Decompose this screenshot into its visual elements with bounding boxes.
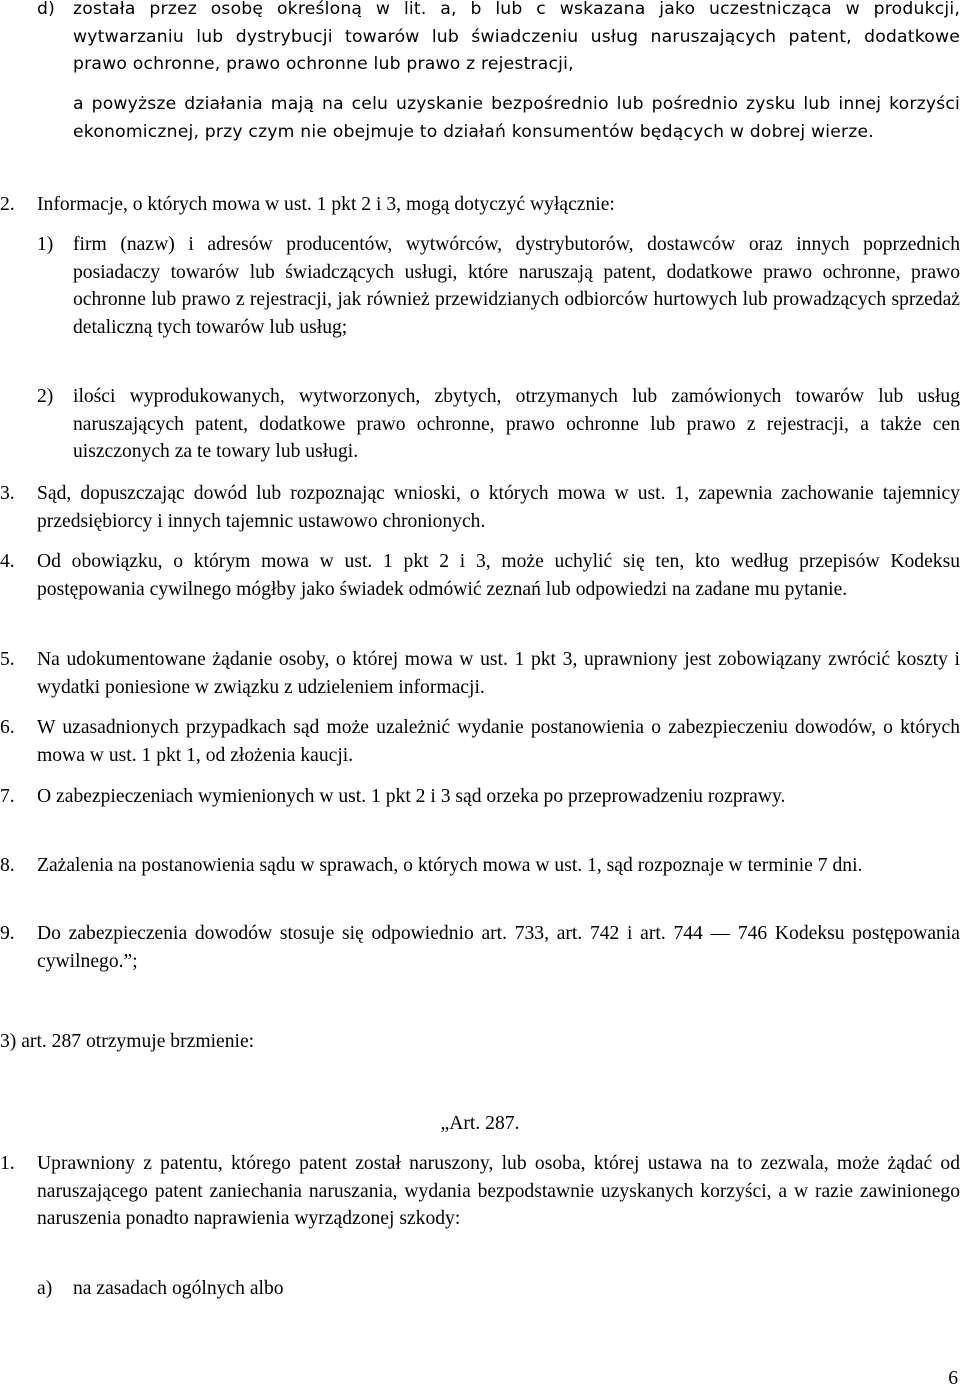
section-2-text: Informacje, o których mowa w ust. 1 pkt 2 i 3, mogą dotyczyć wyłącznie:: [37, 194, 615, 215]
section-7-marker: 7.: [0, 786, 15, 807]
section-2-marker: 2.: [0, 194, 15, 215]
section-4-text: Od obowiązku, o którym mowa w ust. 1 pkt 2 i 3, może uchylić się ten, kto według przepisów Kodeksu postępowania cywilnego mógłby jako świadek odmówić zeznań lub odpowiedzi na zadane mu pytanie.: [37, 551, 960, 600]
section-3-marker: 3.: [0, 483, 15, 504]
item-d-marker: d): [37, 0, 56, 19]
page-number: 6: [948, 1368, 958, 1389]
item-d-text: została przez osobę określoną w lit. a, b lub c wskazana jako uczestnicząca w produkcji, wytwarzaniu lub dystrybucji towarów lub świadczeniu usług naruszających patent, dodatkowe prawo ochronne, prawo ochronne lub prawo z rejestracji,: [73, 0, 960, 74]
section-2-item-1-text: firm (nazw) i adresów producentów, wytwórców, dystrybutorów, dostawców oraz innych poprzednich posiadaczy towarów lub świadczących usługi, które naruszają patent, dodatkowe prawo ochronne, prawo ochronne lub prawo z rejestracji, jak również przewidzianych odbiorców hurtowych lub prowadzących sprzedaż detaliczną tych towarów lub usług;: [73, 234, 960, 338]
section-9-text: Do zabezpieczenia dowodów stosuje się odpowiednio art. 733, art. 742 i art. 744 — 746 Kodeksu postępowania cywilnego.”;: [37, 923, 960, 972]
article-item-a-marker: a): [37, 1278, 53, 1299]
section-3-text: Sąd, dopuszczając dowód lub rozpoznając wnioski, o których mowa w ust. 1, zapewnia zachowanie tajemnicy przedsiębiorcy i innych tajemnic ustawowo chronionych.: [37, 483, 960, 532]
section-2-item-1-marker: 1): [37, 234, 54, 255]
section-4-marker: 4.: [0, 551, 15, 572]
article-section-1-text: Uprawniony z patentu, którego patent został naruszony, lub osoba, której ustawa na to zezwala, może żądać od naruszającego patent zaniechania naruszania, wydania bezpodstawnie uzyskanych korzyści, a w razie zawinionego naruszenia ponadto naprawienia wyrządzonej szkody:: [37, 1153, 960, 1229]
article-section-1-marker: 1.: [0, 1153, 15, 1174]
section-8-text: Zażalenia na postanowienia sądu w sprawach, o których mowa w ust. 1, sąd rozpoznaje w terminie 7 dni.: [37, 855, 863, 876]
article-heading: „Art. 287.: [440, 1113, 520, 1134]
article-item-a-text: na zasadach ogólnych albo: [73, 1278, 284, 1299]
section-6-marker: 6.: [0, 717, 15, 738]
section-7-text: O zabezpieczeniach wymienionych w ust. 1 pkt 2 i 3 sąd orzeka po przeprowadzeniu rozprawy.: [37, 786, 786, 807]
section-9-marker: 9.: [0, 923, 15, 944]
section-5-marker: 5.: [0, 649, 15, 670]
section-8-marker: 8.: [0, 855, 15, 876]
section-2-item-2-marker: 2): [37, 386, 54, 407]
purpose-paragraph: a powyższe działania mają na celu uzyskanie bezpośrednio lub pośrednio zysku lub innej korzyści ekonomicznej, przy czym nie obejmuje to działań konsumentów będących w dobrej wierze.: [73, 94, 960, 142]
amendment-line: 3) art. 287 otrzymuje brzmienie:: [0, 1031, 255, 1052]
section-6-text: W uzasadnionych przypadkach sąd może uzależnić wydanie postanowienia o zabezpieczeniu dowodów, o których mowa w ust. 1 pkt 1, od złożenia kaucji.: [37, 717, 960, 766]
section-2-item-2-text: ilości wyprodukowanych, wytworzonych, zbytych, otrzymanych lub zamówionych towarów lub usług naruszających patent, dodatkowe prawo ochronne, prawo ochronne lub prawo z rejestracji, a także cen uiszczonych za te towary lub usługi.: [73, 386, 960, 462]
section-5-text: Na udokumentowane żądanie osoby, o której mowa w ust. 1 pkt 3, uprawniony jest zobowiązany zwrócić koszty i wydatki poniesione w związku z udzieleniem informacji.: [37, 649, 960, 698]
